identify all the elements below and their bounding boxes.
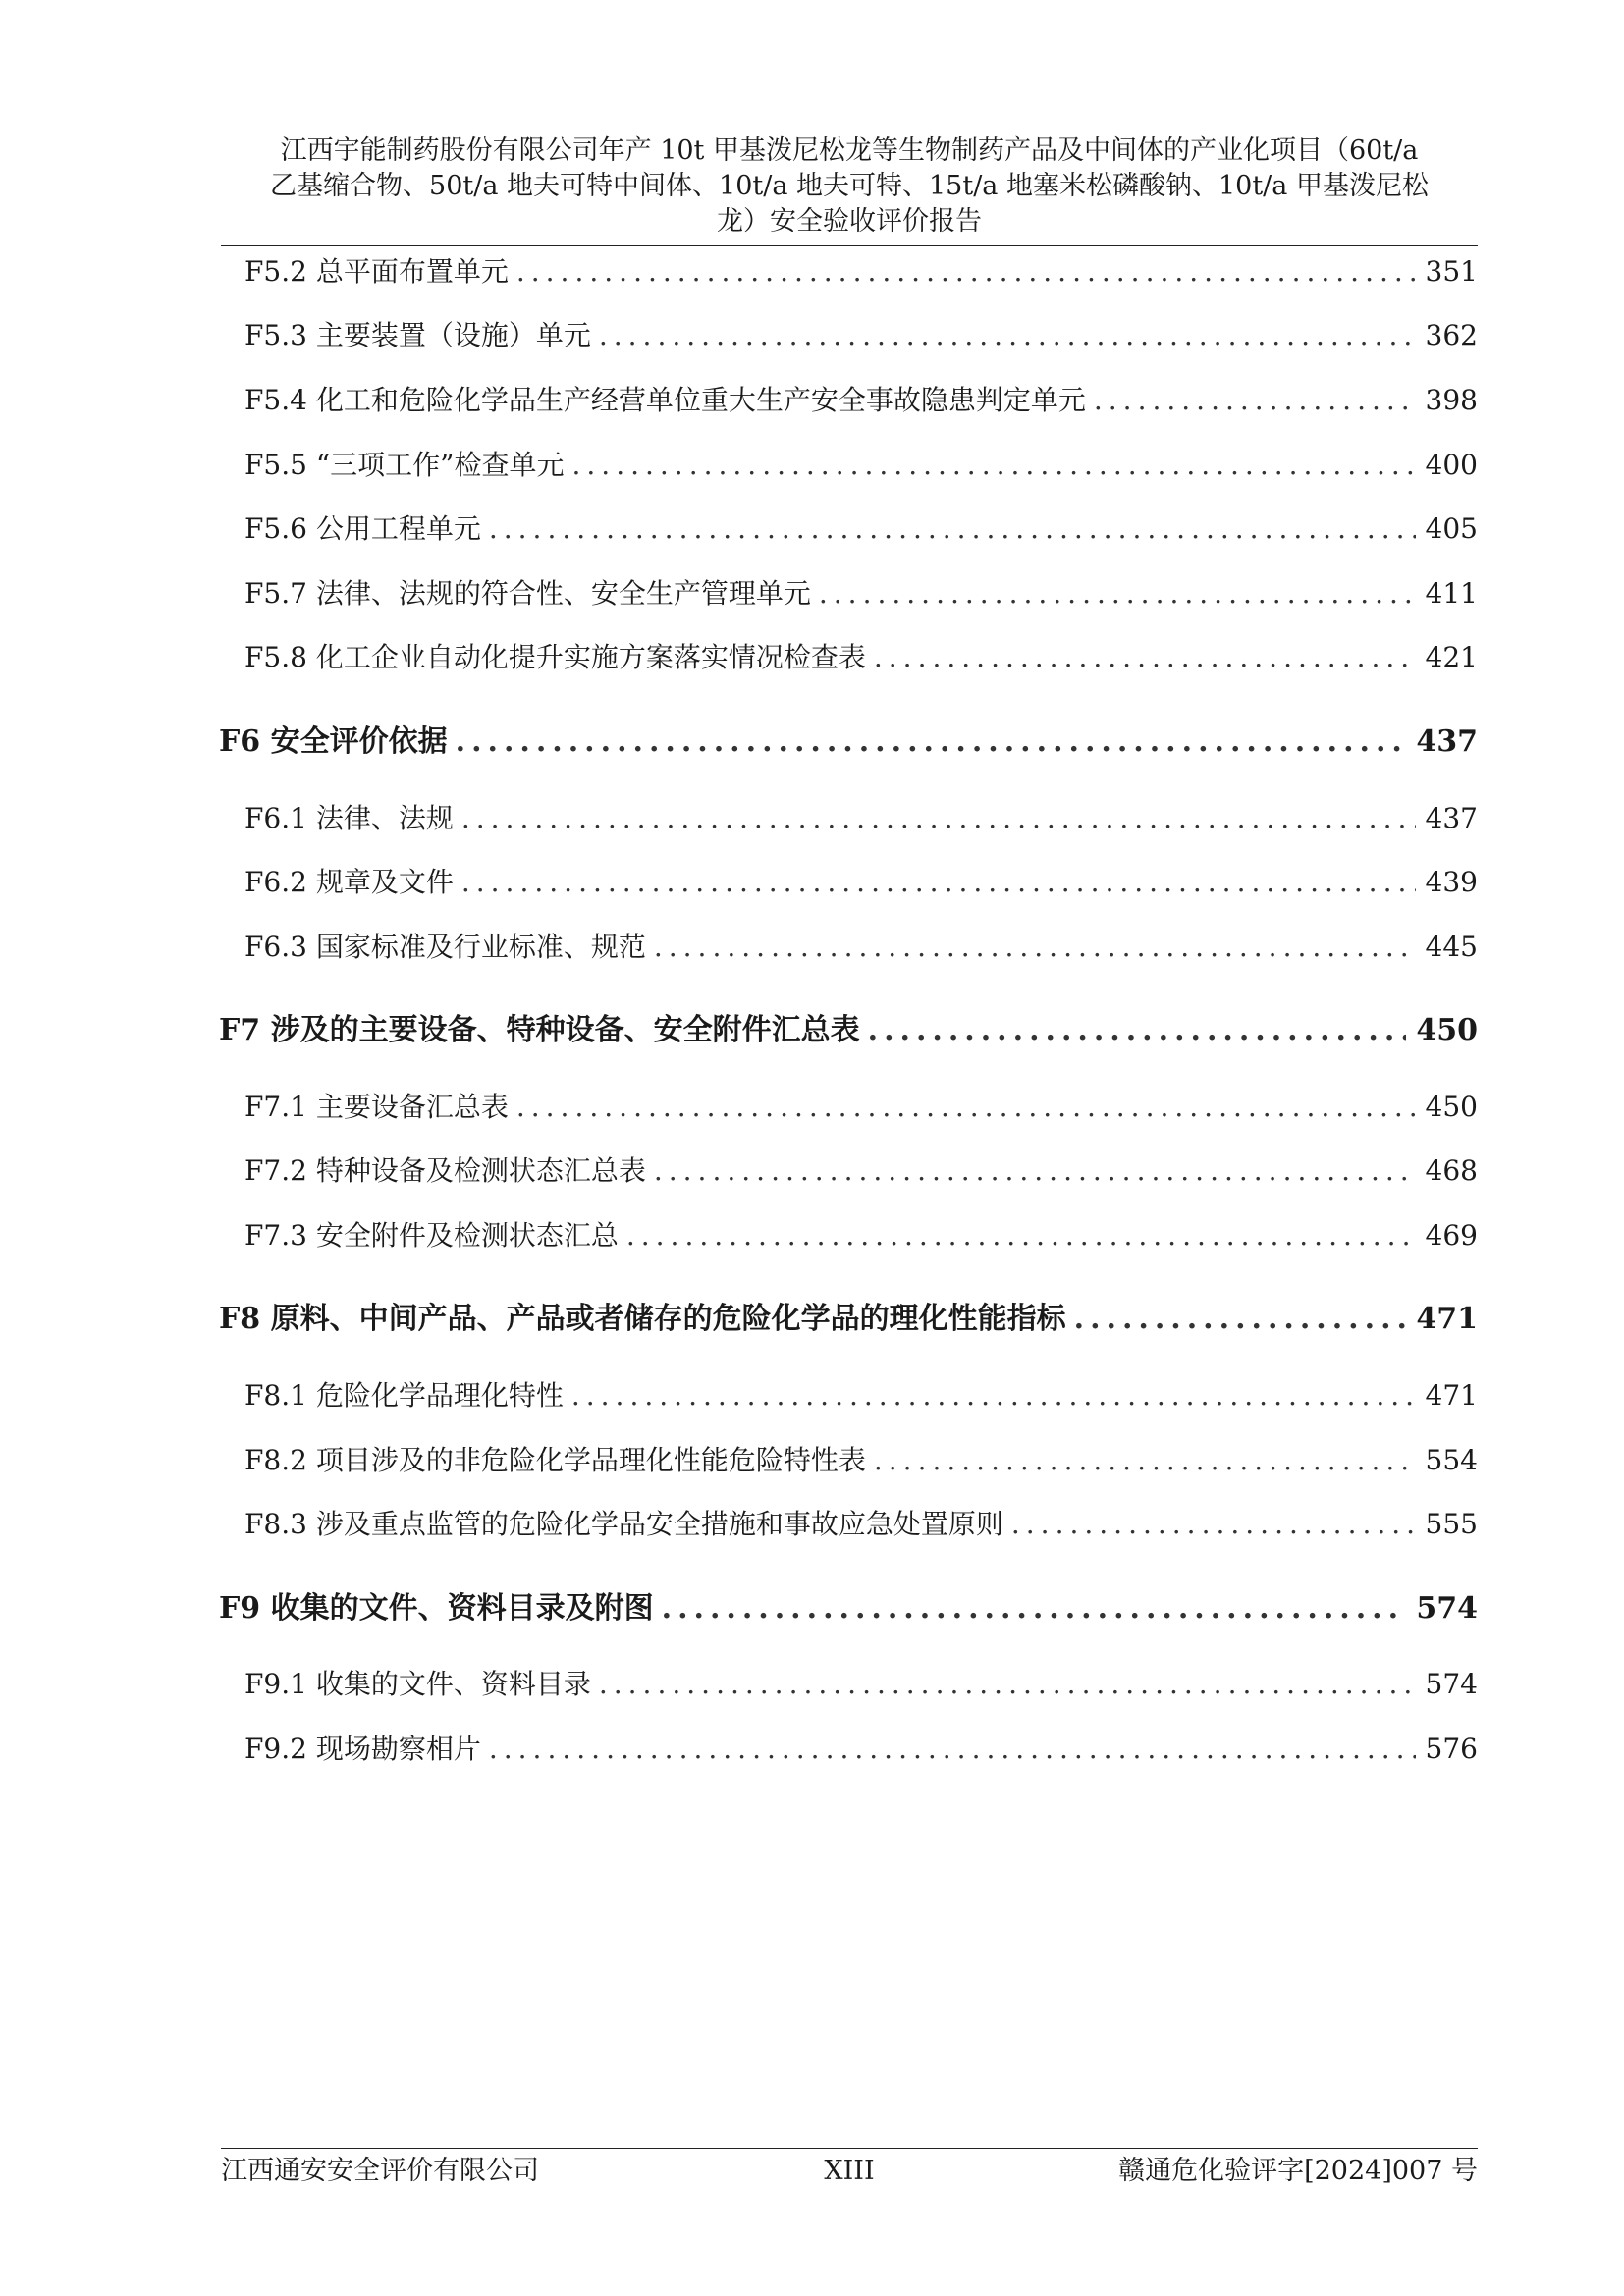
header-line: 乙基缩合物、50t/a 地夫可特中间体、10t/a 地夫可特、15t/a 地塞米松磷酸钠、10t/a 甲基泼尼松 (270, 171, 1429, 201)
toc-entry-label: F5.2 总平面布置单元 (244, 255, 509, 288)
dot-leader (516, 255, 1416, 288)
dot-leader (654, 931, 1416, 963)
toc-entry-page: 468 (1425, 1154, 1478, 1187)
toc-entry-page: 469 (1425, 1219, 1478, 1252)
toc-chapter-page: 574 (1416, 1591, 1478, 1626)
toc-entry-page: 400 (1425, 449, 1478, 481)
toc-chapter[interactable] (219, 1583, 1478, 1627)
dot-leader (1011, 1508, 1416, 1540)
toc-chapter-page: 471 (1416, 1302, 1478, 1336)
dot-leader (868, 1013, 1407, 1047)
footer-company: 江西通安安全评价有限公司 (221, 2156, 539, 2186)
toc-entry[interactable] (244, 444, 1478, 487)
toc-entry-page: 411 (1425, 577, 1478, 610)
toc-chapter-label: F9 收集的文件、资料目录及附图 (219, 1591, 654, 1626)
dot-leader (819, 577, 1416, 610)
footer-doc-number: 赣通危化验评字[2024]007 号 (1118, 2156, 1478, 2186)
toc-chapter[interactable] (219, 1005, 1478, 1048)
toc-chapter-page: 450 (1416, 1013, 1478, 1047)
toc-entry[interactable] (244, 1663, 1478, 1706)
toc-entry-label: F8.2 项目涉及的非危险化学品理化性能危险特性表 (244, 1444, 866, 1476)
toc-entry-page: 398 (1425, 384, 1478, 416)
toc-entry[interactable] (244, 572, 1478, 615)
dot-leader (874, 1444, 1416, 1476)
toc-entry[interactable] (244, 507, 1478, 551)
toc-entry[interactable] (244, 1214, 1478, 1257)
toc-entry-label: F5.7 法律、法规的符合性、安全生产管理单元 (244, 577, 811, 610)
toc-entry-page: 437 (1425, 802, 1478, 834)
toc-entry-label: F7.1 主要设备汇总表 (244, 1091, 509, 1123)
toc-entry[interactable] (244, 861, 1478, 904)
toc-entry-page: 554 (1425, 1444, 1478, 1476)
toc-entry[interactable] (244, 1086, 1478, 1129)
dot-leader (662, 1591, 1407, 1626)
toc-entry-label: F5.3 主要装置（设施）单元 (244, 319, 591, 351)
toc-entry-label: F9.2 现场勘察相片 (244, 1733, 481, 1765)
toc-entry-page: 439 (1425, 866, 1478, 898)
toc-entry-page: 351 (1425, 255, 1478, 288)
toc-entry-label: F7.3 安全附件及检测状态汇总 (244, 1219, 619, 1252)
toc-entry-page: 445 (1425, 931, 1478, 963)
toc-entry-label: F7.2 特种设备及检测状态汇总表 (244, 1154, 646, 1187)
footer-page-number: XIII (824, 2156, 875, 2186)
toc-entry[interactable] (244, 1728, 1478, 1771)
toc-entry[interactable] (244, 636, 1478, 679)
dot-leader (874, 641, 1416, 673)
toc-entry[interactable] (244, 797, 1478, 840)
dot-leader (1074, 1302, 1407, 1336)
toc-entry-page: 405 (1425, 512, 1478, 545)
toc-entry-label: F6.1 法律、法规 (244, 802, 454, 834)
toc-entry-label: F6.2 规章及文件 (244, 866, 454, 898)
toc-entry[interactable] (244, 1439, 1478, 1482)
toc-chapter-label: F7 涉及的主要设备、特种设备、安全附件汇总表 (219, 1013, 860, 1047)
toc-entry-page: 471 (1425, 1379, 1478, 1412)
dot-leader (1094, 384, 1416, 416)
dot-leader (489, 1733, 1416, 1765)
header-line: 龙）安全验收评价报告 (717, 206, 982, 237)
dot-leader (571, 1379, 1416, 1412)
toc-entry-label: F9.1 收集的文件、资料目录 (244, 1668, 591, 1700)
header-line: 江西宇能制药股份有限公司年产 10t 甲基泼尼松龙等生物制药产品及中间体的产业化项目（60t/a (280, 135, 1419, 166)
dot-leader (456, 724, 1407, 759)
toc-entry-page: 576 (1425, 1733, 1478, 1765)
toc-chapter-label: F6 安全评价依据 (219, 724, 448, 759)
toc-entry-label: F6.3 国家标准及行业标准、规范 (244, 931, 646, 963)
running-footer (221, 2152, 1478, 2191)
dot-leader (489, 512, 1416, 545)
toc-entry[interactable] (244, 1503, 1478, 1546)
dot-leader (461, 802, 1416, 834)
toc-entry-label: F5.6 公用工程单元 (244, 512, 481, 545)
toc-entry-label: F8.1 危险化学品理化特性 (244, 1379, 564, 1412)
toc-chapter-label: F8 原料、中间产品、产品或者储存的危险化学品的理化性能指标 (219, 1302, 1066, 1336)
toc-entry-label: F8.3 涉及重点监管的危险化学品安全措施和事故应急处置原则 (244, 1508, 1003, 1540)
dot-leader (654, 1154, 1416, 1187)
dot-leader (626, 1219, 1416, 1252)
toc-chapter[interactable] (219, 1294, 1478, 1337)
toc-entry-page: 362 (1425, 319, 1478, 351)
toc-entry-label: F5.8 化工企业自动化提升实施方案落实情况检查表 (244, 641, 866, 673)
dot-leader (572, 449, 1416, 481)
footer-divider (221, 2148, 1478, 2149)
dot-leader (461, 866, 1416, 898)
toc-entry-label: F5.4 化工和危险化学品生产经营单位重大生产安全事故隐患判定单元 (244, 384, 1086, 416)
toc-entry[interactable] (244, 1149, 1478, 1193)
toc-entry[interactable] (244, 1374, 1478, 1417)
dot-leader (599, 319, 1416, 351)
toc-chapter[interactable] (219, 717, 1478, 760)
toc-chapter-page: 437 (1416, 724, 1478, 759)
toc-entry-page: 574 (1425, 1668, 1478, 1700)
toc-entry-page: 450 (1425, 1091, 1478, 1123)
toc-entry[interactable] (244, 379, 1478, 422)
toc-entry-label: F5.5 “三项工作”检查单元 (244, 449, 565, 481)
toc-entry[interactable] (244, 926, 1478, 969)
toc-entry-page: 421 (1425, 641, 1478, 673)
dot-leader (516, 1091, 1416, 1123)
dot-leader (599, 1668, 1416, 1700)
toc-entry[interactable] (244, 314, 1478, 357)
toc-entry-page: 555 (1425, 1508, 1478, 1540)
toc-entry[interactable] (244, 250, 1478, 294)
